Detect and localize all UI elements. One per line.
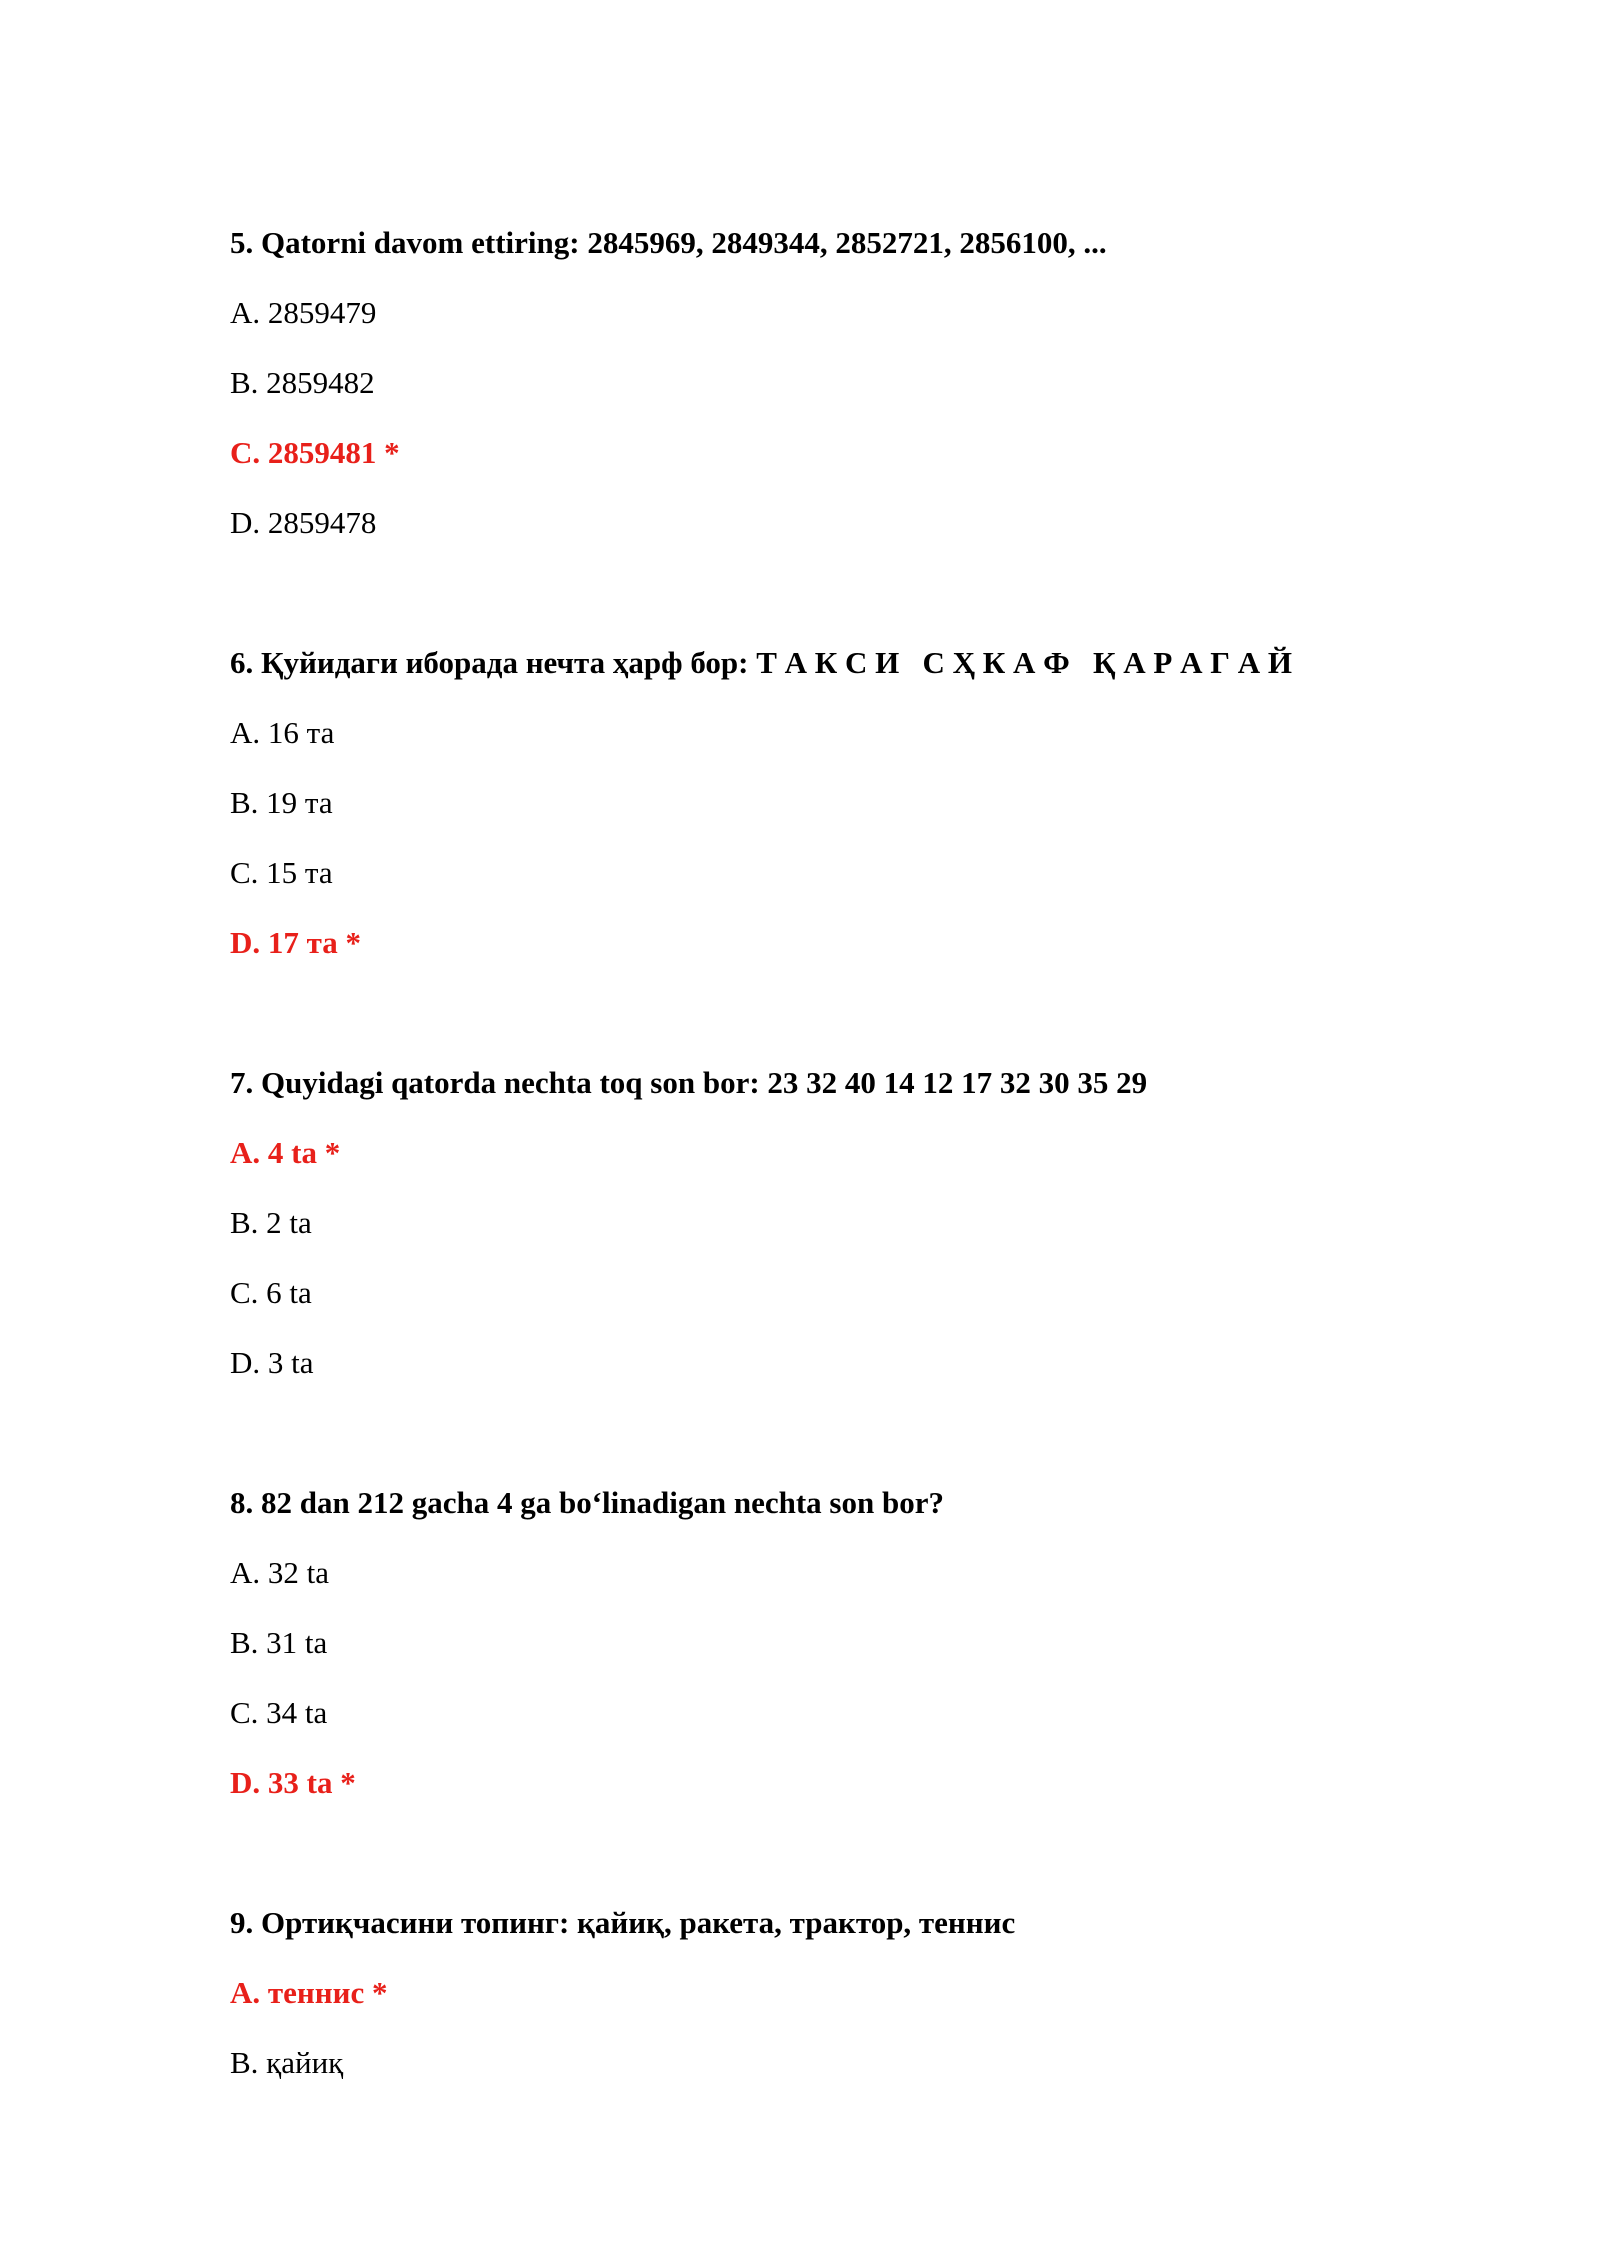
option-d: D. 2859478 (230, 505, 377, 540)
question-6 (230, 643, 1500, 963)
option-a-correct: A. 4 ta * (230, 1135, 341, 1170)
option-d-correct: D. 33 ta * (230, 1765, 356, 1800)
question-title: 7. Quyidagi qatorda nechta toq son bor: 23 32 40 14 12 17 32 30 35 29 (230, 1065, 1148, 1100)
option-a: A. 16 та (230, 715, 335, 750)
question-title: 6. Қуйидаги иборада нечта ҳарф бор: Т А К С И С Ҳ К А Ф Қ А Р А Г А Й (230, 645, 1292, 680)
option-b: B. 19 та (230, 785, 333, 820)
option-c: C. 6 ta (230, 1275, 312, 1310)
question-title: 9. Ортиқчасини топинг: қайиқ, ракета, трактор, теннис (230, 1905, 1016, 1940)
question-9 (230, 1903, 1500, 2083)
option-a: A. 2859479 (230, 295, 377, 330)
question-title: 5. Qatorni davom ettiring: 2845969, 2849344, 2852721, 2856100, ... (230, 225, 1107, 260)
option-c-correct: C. 2859481 * (230, 435, 400, 470)
option-d: D. 3 ta (230, 1345, 314, 1380)
option-b: B. 2859482 (230, 365, 375, 400)
question-7 (230, 1063, 1500, 1383)
option-b: B. қайиқ (230, 2045, 344, 2080)
option-b: B. 31 ta (230, 1625, 328, 1660)
question-5 (230, 223, 1500, 543)
option-a-correct: A. теннис * (230, 1975, 388, 2010)
option-a: A. 32 ta (230, 1555, 330, 1590)
option-c: C. 34 ta (230, 1695, 328, 1730)
option-c: C. 15 та (230, 855, 333, 890)
question-8 (230, 1483, 1500, 1803)
option-b: B. 2 ta (230, 1205, 312, 1240)
option-d-correct: D. 17 та * (230, 925, 361, 960)
question-title: 8. 82 dan 212 gacha 4 ga bo‘linadigan nechta son bor? (230, 1485, 944, 1520)
